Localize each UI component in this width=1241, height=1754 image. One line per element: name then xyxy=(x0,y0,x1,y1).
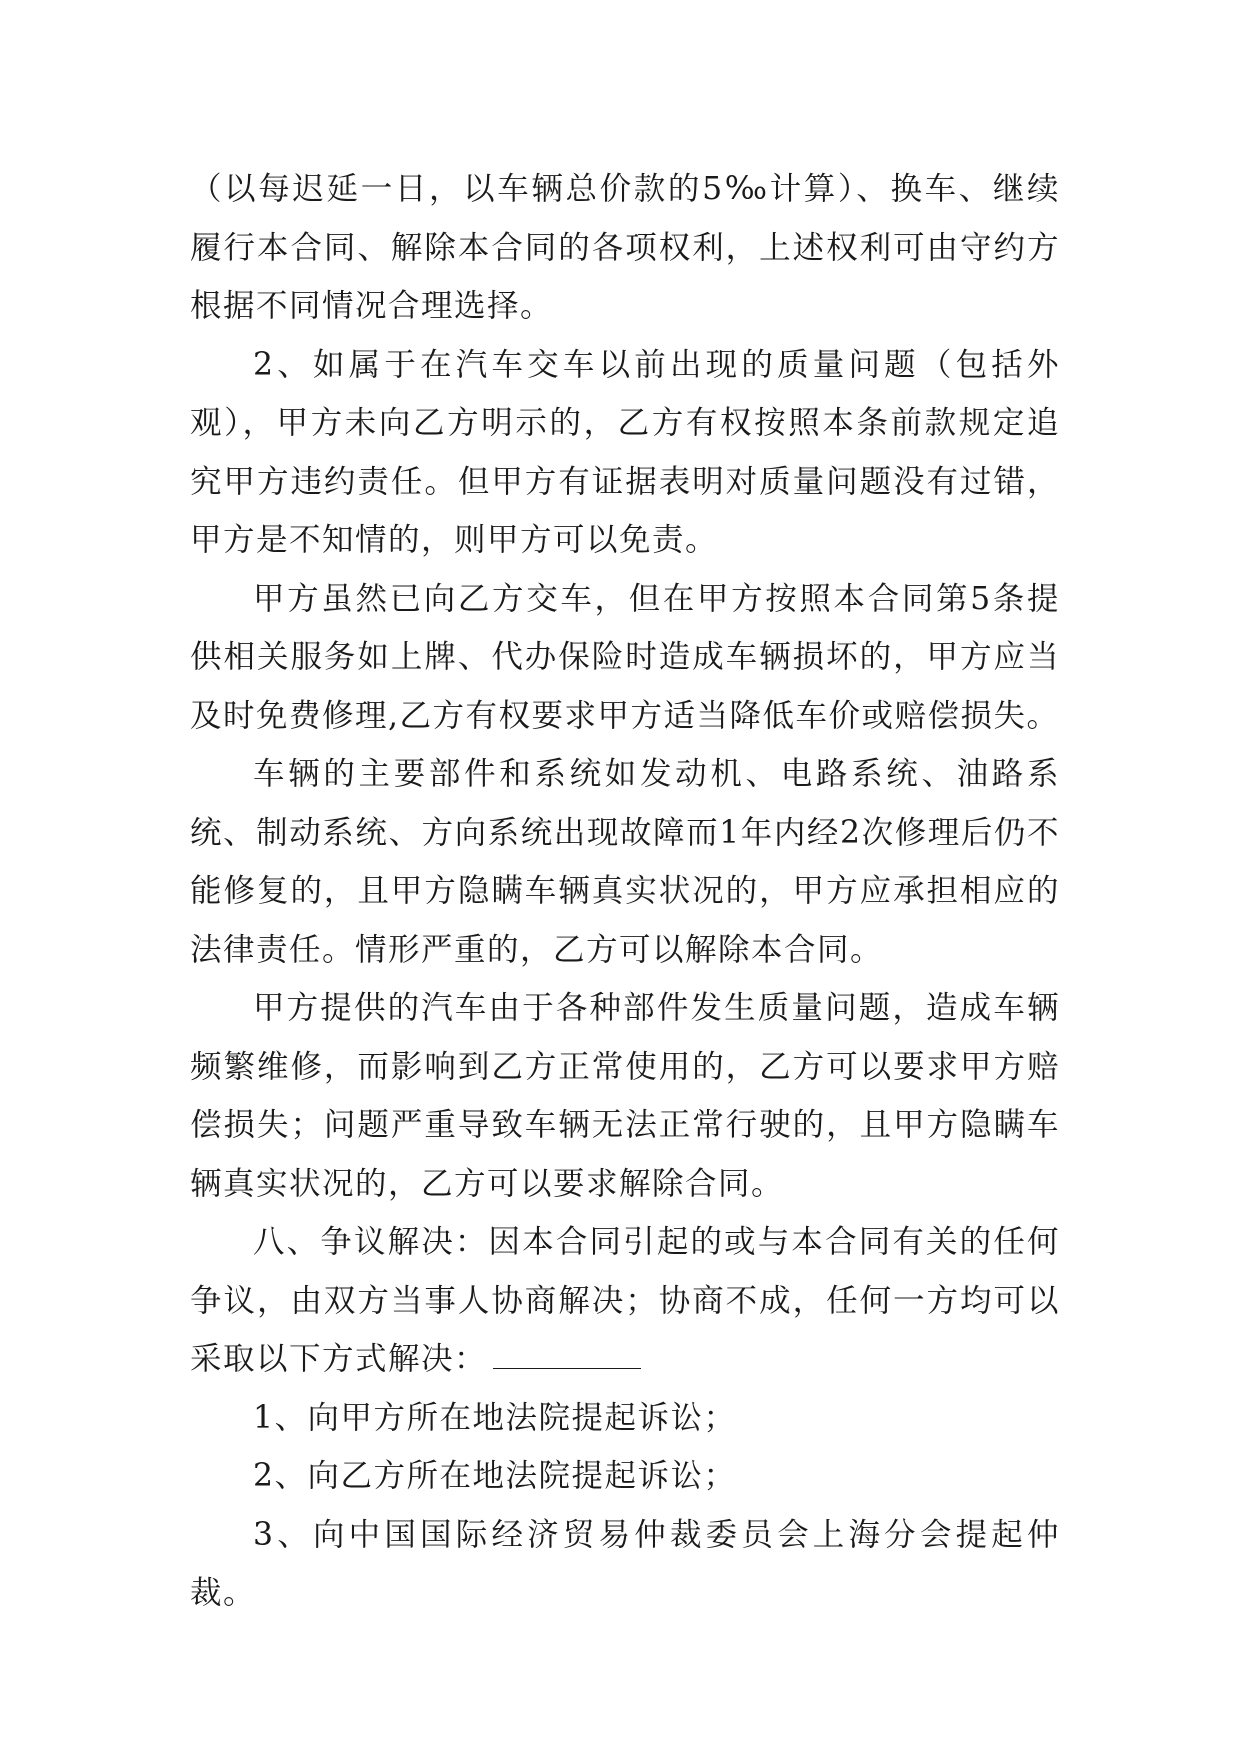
paragraph-dispute xyxy=(190,1213,1060,1389)
paragraph: 车辆的主要部件和系统如发动机、电路系统、油路系统、制动系统、方向系统出现故障而1年内经2次修理后仍不能修复的，且甲方隐瞒车辆真实状况的，甲方应承担相应的法律责任。情形严重的，乙方可以解除本合同。 xyxy=(190,756,1060,968)
paragraph: 甲方虽然已向乙方交车，但在甲方按照本合同第5条提供相关服务如上牌、代办保险时造成车辆损坏的，甲方应当及时免费修理,乙方有权要求甲方适当降低车价或赔偿损失。 xyxy=(190,580,1060,734)
list-item: 1、向甲方所在地法院提起诉讼； xyxy=(253,1399,737,1436)
dispute-text: 八、争议解决：因本合同引起的或与本合同有关的任何争议，由双方当事人协商解决；协商不成，任何一方均可以采取以下方式解决： xyxy=(190,1224,1060,1377)
paragraph: （以每迟延一日，以车辆总价款的5‰计算）、换车、继续履行本合同、解除本合同的各项权利，上述权利可由守约方根据不同情况合理选择。 xyxy=(190,171,1060,324)
paragraph: 2、如属于在汽车交车以前出现的质量问题（包括外观），甲方未向乙方明示的，乙方有权按照本条前款规定追究甲方违约责任。但甲方有证据表明对质量问题没有过错，甲方是不知情的，则甲方可以免责。 xyxy=(190,346,1060,558)
paragraph: 甲方提供的汽车由于各种部件发生质量问题，造成车辆频繁维修，而影响到乙方正常使用的，乙方可以要求甲方赔偿损失；问题严重导致车辆无法正常行驶的，且甲方隐瞒车辆真实状况的，乙方可以要求解除合同。 xyxy=(190,990,1060,1202)
fill-in-blank xyxy=(493,1334,641,1369)
document-body xyxy=(190,160,1060,1623)
list-item: 2、向乙方所在地法院提起诉讼； xyxy=(253,1458,737,1494)
list-item: 3、向中国国际经济贸易仲裁委员会上海分会提起仲裁。 xyxy=(190,1516,1060,1611)
